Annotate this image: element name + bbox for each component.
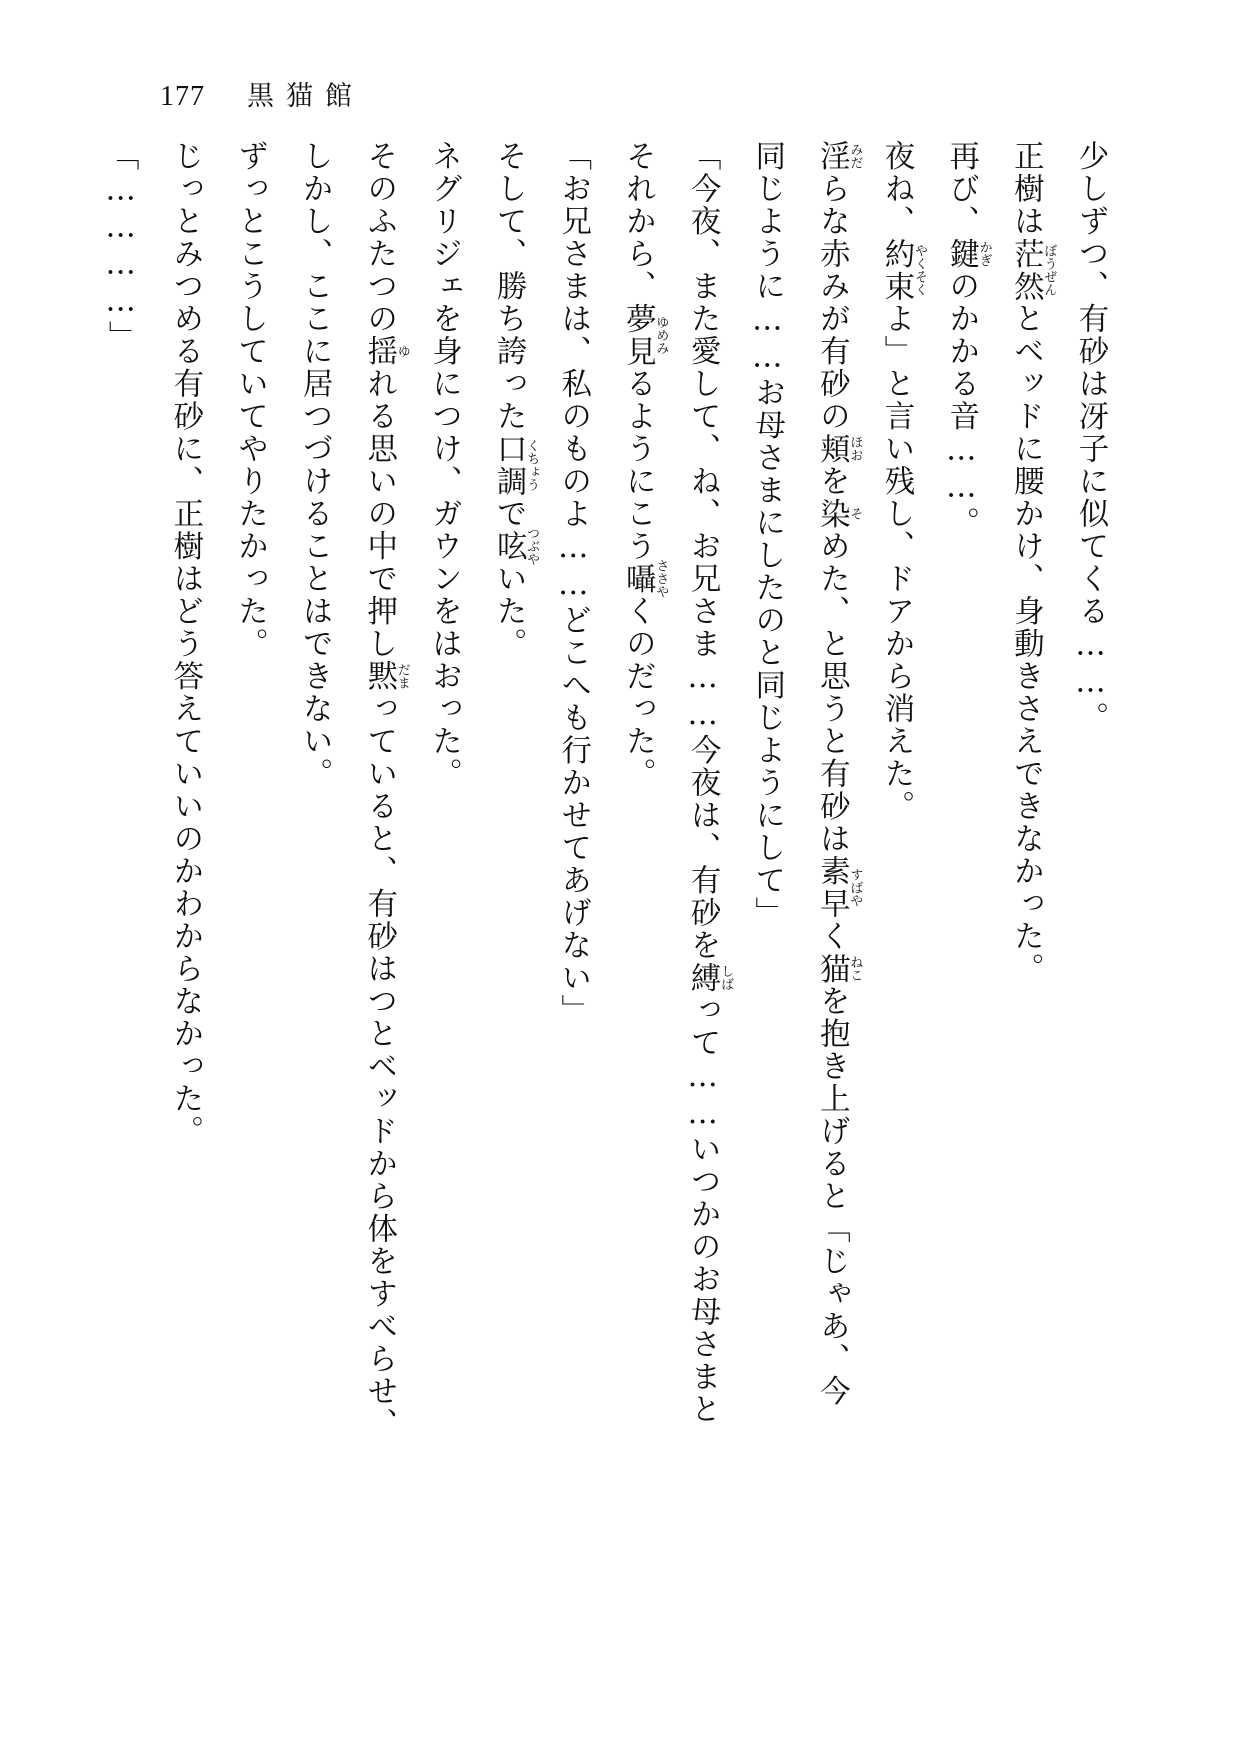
ruby-text: つぶや (524, 526, 540, 566)
text-column (88, 140, 153, 1540)
ruby-text: かぎ (976, 237, 992, 270)
ruby-text: ささや (653, 559, 669, 599)
paragraph-line: 少しずつ、有砂は冴子に似てくる……。 (1073, 140, 1108, 734)
text-column (217, 140, 282, 1540)
chapter-title: 黒猫館 (247, 81, 364, 112)
ruby-shiba: 縛しば (685, 961, 734, 994)
paragraph-line: 同じように……お母さまにしたのと同じようにして」 (749, 140, 785, 929)
text-column (669, 140, 734, 1540)
ruby-text: みだ (847, 140, 863, 173)
paragraph-line: 淫みだらな赤みが有砂の頬ほおを染そめた、と思うと有砂は素早すばやく猫ねこを抱き上げると「じゃあ、今 (814, 140, 863, 1408)
ruby-yakusoku: 約束やくそく (879, 237, 928, 303)
text-column (928, 140, 993, 1540)
text-column (993, 140, 1058, 1540)
paragraph-line: 「今夜、また愛して、ね、お兄さま……今夜は、有砂を縛しばって……いつかのお母さまと (685, 140, 734, 1426)
paragraph-line: しかし、ここに居つづけることはできない。 (297, 140, 333, 790)
paragraph-line: 「…………」 (103, 140, 139, 353)
paragraph-line: 再び、鍵かぎのかかる音……。 (943, 140, 992, 539)
ruby-hoo: 頬ほお (814, 432, 863, 465)
paragraph-line: それから、夢見ゆめみるようにこう囁ささやくのだった。 (620, 140, 669, 790)
ruby-text: ぼうぜん (1041, 237, 1057, 303)
paragraph-line: ずっとこうしていてやりたかった。 (232, 140, 268, 660)
ruby-text: そ (847, 497, 863, 530)
paragraph-line: 正樹は茫然ぼうぜんとベッドに腰かけ、身動きさえできなかった。 (1008, 140, 1057, 985)
vertical-text-body (88, 140, 1123, 1540)
ruby-text: だま (394, 660, 410, 693)
ruby-kuchou: 口調くちょう (491, 432, 540, 498)
ruby-sasaya: 囁ささや (620, 559, 669, 599)
ruby-text: ゆめみ (653, 302, 669, 368)
text-column (605, 140, 670, 1540)
ruby-text: すばや (847, 855, 863, 920)
ruby-text: くちょう (524, 432, 540, 498)
text-column (734, 140, 799, 1540)
text-column (411, 140, 476, 1540)
ruby-subaya: 素早すばや (814, 855, 863, 920)
paragraph-line: そのふたつの揺ゆれる思いの中で押し黙だまっていると、有砂はつとベッドから体をすべらせ、 (361, 140, 410, 1440)
ruby-so: 染そ (814, 497, 863, 530)
text-column (1057, 140, 1122, 1540)
ruby-tsubuya: 呟つぶや (491, 526, 540, 566)
ruby-text: やくそく (912, 237, 928, 303)
ruby-text: ねこ (847, 952, 863, 985)
ruby-kagi: 鍵かぎ (943, 237, 992, 270)
ruby-neko: 猫ねこ (814, 952, 863, 985)
text-column (540, 140, 605, 1540)
page-number: 177 (160, 81, 205, 112)
ruby-yu: 揺ゆ (361, 335, 410, 368)
page-header (160, 74, 364, 113)
text-column (799, 140, 864, 1540)
ruby-text: ほお (847, 432, 863, 465)
ruby-text: ゆ (394, 335, 410, 368)
ruby-dama: 黙だま (361, 660, 410, 693)
text-column (475, 140, 540, 1540)
ruby-text: しば (718, 961, 734, 994)
ruby-yumemi: 夢見ゆめみ (620, 302, 669, 368)
ruby-bouzen: 茫然ぼうぜん (1008, 237, 1057, 303)
paragraph-line: 「お兄さまは、私のものよ……どこへも行かせてあげない」 (555, 140, 591, 1027)
paragraph-line: そして、勝ち誇った口調くちょうで呟つぶやいた。 (491, 140, 540, 660)
ruby-mida: 淫みだ (814, 140, 863, 173)
paragraph-line: ネグリジェを身につけ、ガウンをはおった。 (426, 140, 462, 790)
text-column (346, 140, 411, 1540)
text-column (281, 140, 346, 1540)
paragraph-line: 夜ね、約束やくそくよ」と言い残し、ドアから消えた。 (879, 140, 928, 823)
paragraph-line: じっとみつめる有砂に、正樹はどう答えていいのかわからなかった。 (167, 140, 203, 1148)
text-column (863, 140, 928, 1540)
text-column (152, 140, 217, 1540)
